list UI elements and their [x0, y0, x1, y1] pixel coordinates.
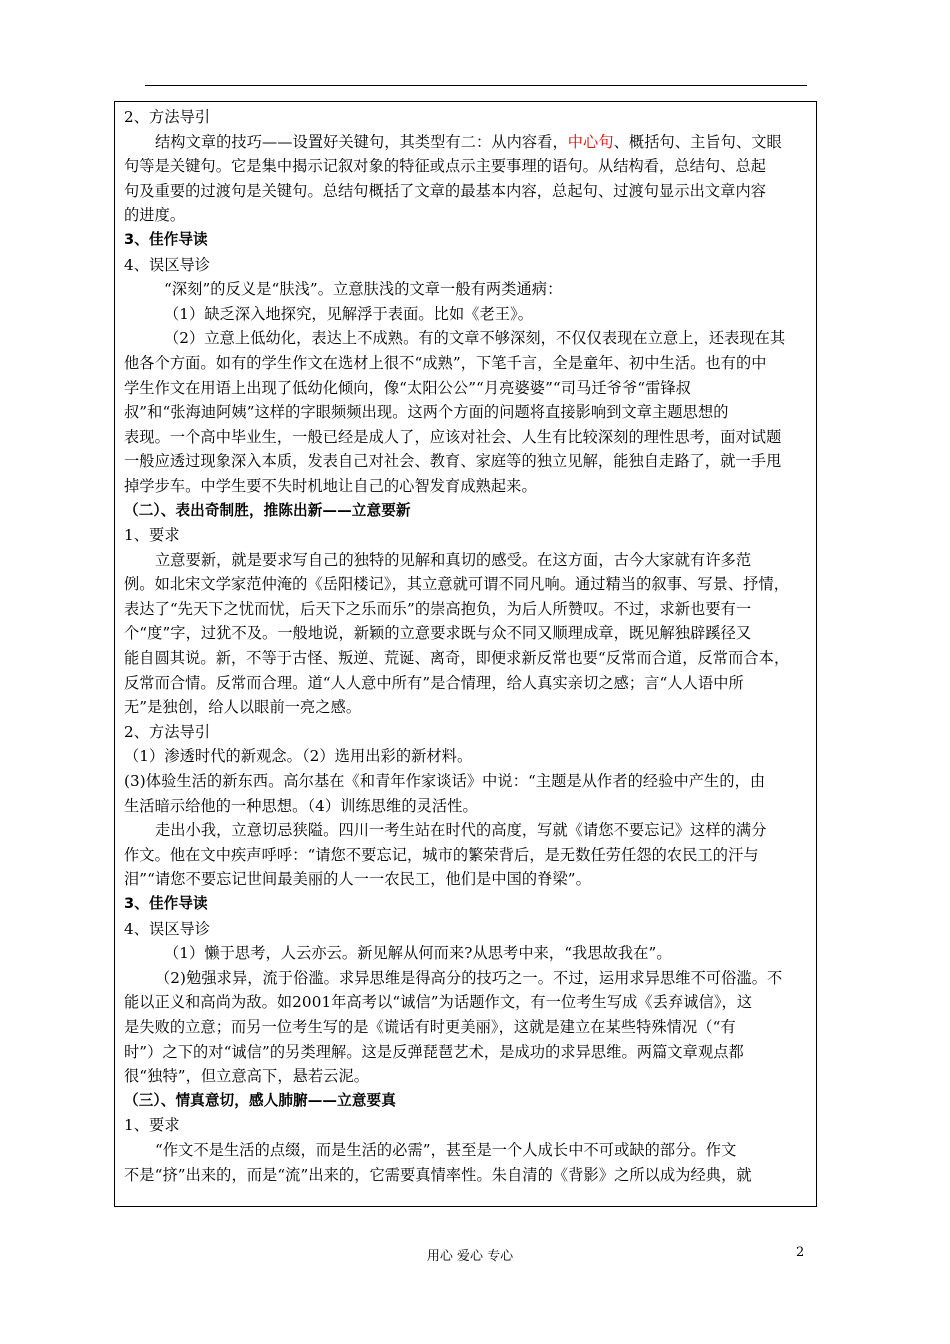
text-line: 1、要求 [124, 526, 180, 545]
text-line: 不是“挤”出来的，而是“流”出来的，它需要真情率性。朱自清的《背影》之所以成为经典，就 [124, 1165, 752, 1184]
text-line: 很“独特”，但立意高下，悬若云泥。 [124, 1067, 370, 1086]
section-heading: （三）、情真意切，感人肺腑——立意要真 [124, 1091, 396, 1109]
text-line: 个“度”字，过犹不及。一般地说，新颖的立意要求既与众不同又顺理成章，既见解独辟蹊径又 [124, 624, 752, 643]
text-line: 2、方法导引 [124, 108, 211, 126]
text-line: 的进度。 [124, 206, 186, 225]
text-line: 表达了“先天下之忧而忧，后天下之乐而乐”的崇高抱负，为后人所赞叹。不过，求新也要有一 [124, 599, 752, 618]
text-line: 叔”和“张海迪阿姨”这样的字眼频频出现。这两个方面的问题将直接影响到文章主题思想的 [124, 403, 729, 422]
text-line: 1、要求 [124, 1116, 180, 1135]
text-line: 无”是独创，给人以眼前一亮之感。 [124, 698, 362, 717]
text-line: 能自圆其说。新，不等于古怪、叛逆、荒诞、离奇，即便求新反常也要“反常而合道，反常而合本， [124, 649, 790, 668]
document-body [124, 105, 812, 1187]
text-line: （1）缺乏深入地探究，见解浮于表面。比如《老王》。 [164, 304, 534, 323]
text-run: 、概括句、主旨句、文眼 [613, 132, 782, 151]
text-line: “深刻”的反义是“肤浅”。立意肤浅的文章一般有两类通病： [164, 280, 563, 299]
text-line: 生活暗示给他的一种思想。（4）训练思维的灵活性。 [124, 796, 478, 815]
text-line: 一般应透过现象深入本质，发表自己对社会、教育、家庭等的独立见解，能独自走路了，就一手甩 [124, 452, 782, 471]
section-heading: 3、佳作导读 [124, 230, 208, 248]
text-line: 4、误区导诊 [124, 255, 211, 274]
footer-text: 用心 爱心 专心 [426, 1249, 514, 1264]
page-number: 2 [796, 1245, 805, 1260]
text-line [124, 130, 812, 155]
text-line: 句及重要的过渡句是关键句。总结句概括了文章的最基本内容，总起句、过渡句显示出文章内容 [124, 181, 767, 200]
text-line: 立意要新，就是要求写自己的独特的见解和真切的感受。在这方面，古今大家就有许多范 [155, 550, 752, 569]
text-line: 例。如北宋文学家范仲淹的《岳阳楼记》，其立意就可谓不同凡响。通过精当的叙事、写景、抒情， [124, 575, 790, 594]
text-line: 能以正义和高尚为敌。如2001年高考以“诚信”为话题作文，有一位考生写成《丢弃诚信》，这 [124, 993, 753, 1012]
header-rule [145, 85, 807, 86]
text-line: “作文不是生活的点缀，而是生活的必需”，甚至是一个人成长中不可或缺的部分。作文 [155, 1140, 737, 1159]
text-line: 走出小我，立意切忌狭隘。四川一考生站在时代的高度，写就《请您不要忘记》这样的满分 [155, 821, 767, 840]
text-line: 学生作文在用语上出现了低幼化倾向，像“太阳公公”“月亮婆婆”“司马迁爷爷“雷锋叔 [124, 378, 691, 397]
text-line: （1）渗透时代的新观念。（2）选用出彩的新材料。 [124, 747, 473, 766]
text-line: (3)体验生活的新东西。高尔基在《和青年作家谈话》中说：“主题是从作者的经验中产生的，由 [124, 772, 766, 791]
text-line: 作文。他在文中疾声呼呼：“请您不要忘记，城市的繁荣背后，是无数任劳任怨的农民工的汗与 [124, 845, 759, 864]
text-line: 2、方法导引 [124, 722, 211, 741]
text-line: （2）立意上低幼化，表达上不成熟。有的文章不够深刻，不仅仅表现在立意上，还表现在其 [164, 329, 786, 348]
section-heading: （二）、表出奇制胜，推陈出新——立意要新 [124, 501, 411, 519]
section-heading: 3、佳作导读 [124, 895, 208, 912]
text-line: 句等是关键句。它是集中揭示记叙对象的特征或点示主要事理的语句。从结构看，总结句、总起 [124, 157, 767, 176]
text-line: 表现。一个高中毕业生，一般已经是成人了，应该对社会、人生有比较深刻的理性思考，面对试题 [124, 427, 782, 446]
text-line: 他各个方面。如有的学生作文在选材上很不“成熟”，下笔千言，全是童年、初中生活。也有的中 [124, 353, 767, 372]
text-line: 泪”“请您不要忘记世间最美丽的人一一农民工，他们是中国的脊梁”。 [124, 870, 591, 889]
text-line: 反常而合情。反常而合理。道“人人意中所有”是合情理，给人真实亲切之感；言“人人语中所 [124, 673, 744, 692]
text-line: 掉学步车。中学生要不失时机地让自己的心智发育成熟起来。 [124, 476, 537, 495]
text-line: 时”）之下的对“诚信”的另类理解。这是反弹琵琶艺术，是成功的求异思维。两篇文章观点都 [124, 1042, 744, 1061]
text-line: 是失败的立意；而另一位考生写的是《谎话有时更美丽》，这就是建立在某些特殊情况（“有 [124, 1017, 736, 1036]
text-run: 结构文章的技巧——设置好关键句，其类型有二：从内容看， [155, 132, 568, 151]
highlight-term: 中心句 [567, 132, 614, 151]
text-line: （1）懒于思考，人云亦云。新见解从何而来?从思考中来，“我思故我在”。 [164, 944, 672, 963]
text-line: 4、误区导诊 [124, 919, 211, 938]
text-line: （2)勉强求异，流于俗滥。求异思维是得高分的技巧之一。不过，运用求异思维不可俗滥。不 [155, 968, 783, 987]
